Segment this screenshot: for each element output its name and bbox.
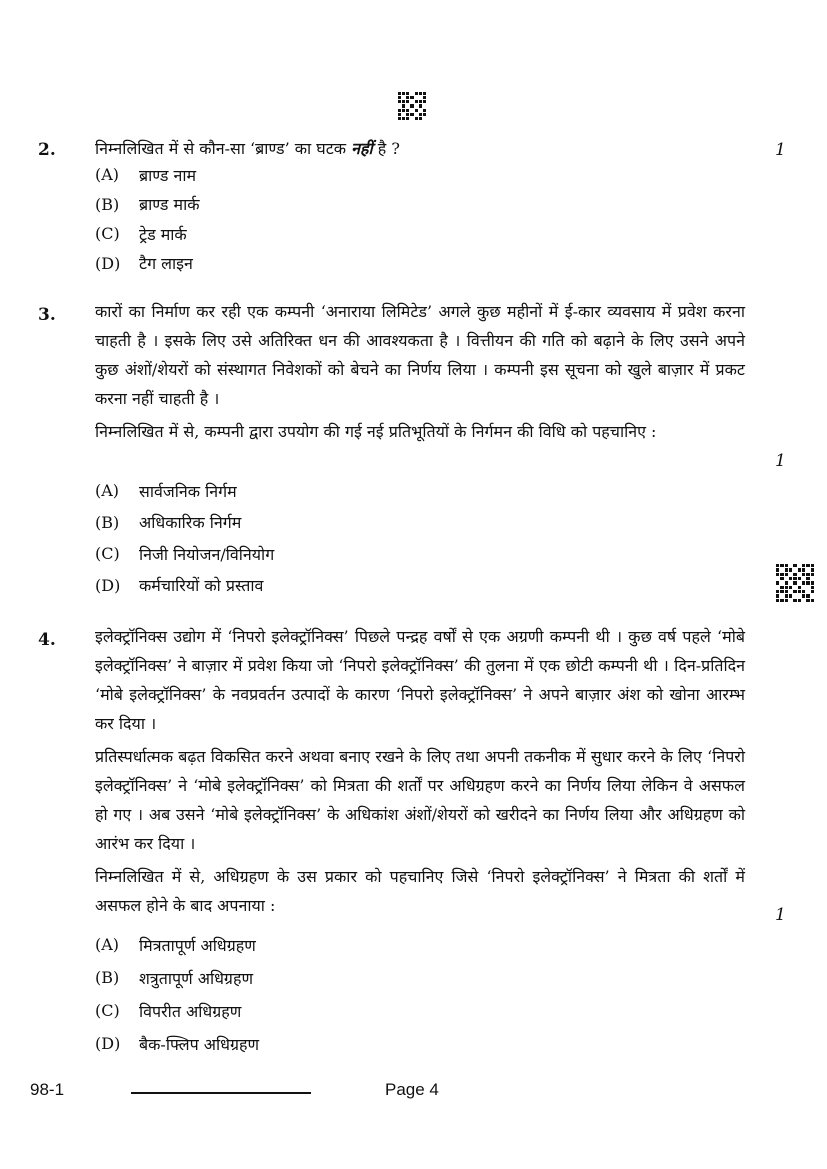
option-text: सार्वजनिक निर्गम <box>139 481 237 501</box>
question-number: 3. <box>38 305 56 325</box>
question-text-part: निम्नलिखित में से कौन-सा ‘ब्राण्ड’ का घटक <box>95 139 352 158</box>
paragraph: निम्नलिखित में से, कम्पनी द्वारा उपयोग की गई नई प्रतिभूतियों के निर्गमन की विधि को पहचानिए : <box>95 422 657 441</box>
options-list <box>95 928 259 1060</box>
page-number: Page 4 <box>385 1080 439 1099</box>
option-key: (D) <box>95 575 121 595</box>
paragraph: प्रतिस्पर्धात्मक बढ़त विकसित करने अथवा बनाए रखने के लिए तथा अपनी तकनीक में सुधार करने के लिए ‘निपरो इलेक्ट्रॉनिक्स’ ने ‘मोबे इलेक्ट्रॉनिक्स’ को मित्रता की शर्तों पर अधिग्रहण करने का निर्णय लिया लेकिन वे असफल हो गए । अब उसने ‘मोबे इलेक्ट्रॉनिक्स’ के अधिकांश अंशों/शेयरों को खरीदने का निर्णय लिया और अधिग्रहण को आरंभ कर दिया । <box>95 747 745 853</box>
options-list <box>95 160 200 278</box>
option-key: (B) <box>95 512 120 532</box>
options-list <box>95 475 274 601</box>
question-text <box>95 297 745 450</box>
marks: 1 <box>775 140 786 160</box>
question-text <box>95 134 745 163</box>
paper-code: 98-1 <box>30 1080 65 1099</box>
paragraph: कारों का निर्माण कर रही एक कम्पनी ‘अनाराया लिमिटेड’ अगले कुछ महीनों में ई-कार व्यवसाय में प्रवेश करना चाहती है । इसके लिए उसे अतिरिक्त धन की आवश्यकता है । वित्तीयन की गति को बढ़ाने के लिए उसने अपने कुछ अंशों/शेयरों को संस्थागत निवेशकों को बेचने का निर्णय लिया । कम्पनी इस सूचना को खुले बाज़ार में प्रकट करना नहीं चाहती है । <box>95 302 745 408</box>
option-text: कर्मचारियों को प्रस्ताव <box>139 576 264 596</box>
option-b <box>95 507 274 539</box>
option-c <box>95 538 274 570</box>
option-key: (C) <box>95 544 120 564</box>
option-text: मित्रतापूर्ण अधिग्रहण <box>139 935 256 955</box>
option-c <box>95 219 200 249</box>
option-d <box>95 1027 259 1060</box>
marks: 1 <box>775 905 786 925</box>
marks: 1 <box>775 451 786 471</box>
question-number: 4. <box>38 630 56 650</box>
option-key: (A) <box>95 165 120 185</box>
option-text: बैक-फ्लिप अधिग्रहण <box>139 1034 260 1054</box>
option-key: (D) <box>95 1034 121 1053</box>
option-d <box>95 570 274 602</box>
question-text-part: है ? <box>372 139 400 158</box>
option-text: ट्रेड मार्क <box>139 224 187 244</box>
option-c <box>95 994 259 1027</box>
option-text: विपरीत अधिग्रहण <box>139 1001 242 1021</box>
option-key: (B) <box>95 194 120 214</box>
option-a <box>95 928 259 961</box>
emphasis-text: नहीं <box>351 139 373 158</box>
option-b <box>95 961 259 994</box>
option-d <box>95 249 200 279</box>
footer-divider <box>131 1092 311 1094</box>
paragraph: निम्नलिखित में से, अधिग्रहण के उस प्रकार को पहचानिए जिसे ‘निपरो इलेक्ट्रॉनिक्स’ ने मित्रता की शर्तों में असफल होने के बाद अपनाया : <box>95 867 745 915</box>
option-text: निजी नियोजन/विनियोग <box>139 544 275 564</box>
option-a <box>95 475 274 507</box>
option-key: (A) <box>95 481 120 501</box>
paragraph: इलेक्ट्रॉनिक्स उद्योग में ‘निपरो इलेक्ट्रॉनिक्स’ पिछले पन्द्रह वर्षों से एक अग्रणी कम्पनी थी । कुछ वर्ष पहले ‘मोबे इलेक्ट्रॉनिक्स’ ने बाज़ार में प्रवेश किया जो ‘निपरो इलेक्ट्रॉनिक्स’ की तुलना में एक छोटी कम्पनी थी । दिन-प्रतिदिन ‘मोबे इलेक्ट्रॉनिक्स’ के नवप्रवर्तन उत्पादों के कारण ‘निपरो इलेक्ट्रॉनिक्स’ ने अपने बाज़ार अंश को खोना आरम्भ कर दिया । <box>95 627 745 733</box>
qr-code-side-icon <box>776 564 814 602</box>
option-text: अधिकारिक निर्गम <box>139 513 242 533</box>
qr-code-icon <box>398 92 426 120</box>
option-key: (D) <box>95 253 121 273</box>
question-text <box>95 622 745 924</box>
option-b <box>95 190 200 220</box>
option-a <box>95 160 200 190</box>
option-key: (B) <box>95 968 120 987</box>
option-text: ब्राण्ड नाम <box>139 165 197 185</box>
option-text: टैग लाइन <box>139 254 193 274</box>
option-key: (A) <box>95 935 120 954</box>
option-key: (C) <box>95 1001 120 1020</box>
option-key: (C) <box>95 224 120 244</box>
option-text: ब्राण्ड मार्क <box>139 195 200 215</box>
question-number: 2. <box>38 140 56 160</box>
option-text: शत्रुतापूर्ण अधिग्रहण <box>139 968 254 988</box>
